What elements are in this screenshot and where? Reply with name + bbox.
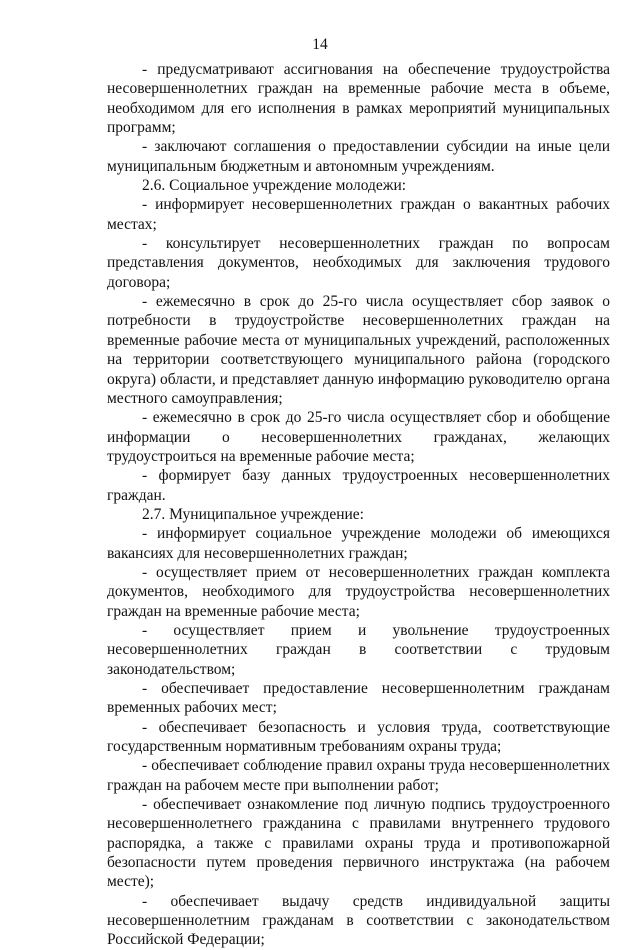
section-heading-2-7: 2.7. Муниципальное учреждение: — [142, 505, 364, 523]
paragraph-accepts-documents: - осуществляет прием от несовершеннолетних граждан комплекта документов, необходимого для трудоустройства несовершеннолетних граждан на временные рабочие места; — [107, 563, 610, 620]
section-heading-2-6: 2.6. Социальное учреждение молодежи: — [142, 177, 407, 195]
paragraph-safety-conditions: - обеспечивает безопасность и условия труда, соответствующие государственным нормативным требованиям охраны труда; — [107, 718, 610, 756]
paragraph-consults: - консультирует несовершеннолетних граждан по вопросам представления документов, необходимых для заключения трудового договора; — [107, 235, 610, 291]
paragraph-collects-information: - ежемесячно в срок до 25-го числа осуществляет сбор и обобщение информации о несовершеннолетних гражданах, желающих трудоустроиться на временные рабочие места; — [107, 409, 610, 465]
paragraph-protective-equipment: - обеспечивает выдачу средств индивидуальной защиты несовершеннолетним гражданам в соответствии с законодательством Российской Федерации; — [107, 892, 610, 949]
document-body — [107, 60, 610, 950]
paragraph-familiarization: - обеспечивает ознакомление под личную подпись трудоустроенного несовершеннолетнего гражданина с правилами внутреннего трудового распорядка, а также с правилами охраны труда и противопожарной безопасности путем проведения первичного инструктажа (на рабочем месте); — [107, 796, 610, 891]
paragraph-safety-rules: - обеспечивает соблюдение правил охраны труда несовершеннолетних граждан на рабочем месте при выполнении работ; — [107, 757, 610, 794]
paragraph-provides-workplaces: - обеспечивает предоставление несовершеннолетним гражданам временных рабочих мест; — [107, 680, 610, 717]
paragraph-informs-social-institution: - информирует социальное учреждение молодежи об имеющихся вакансиях для несовершеннолетних граждан; — [107, 525, 610, 562]
paragraph-subsidy-agreements: - заключают соглашения о предоставлении субсидии на иные цели муниципальным бюджетным и автономным учреждениям. — [107, 138, 610, 175]
paragraph-collects-applications: - ежемесячно в срок до 25-го числа осуществляет сбор заявок о потребности в трудоустройстве несовершеннолетних граждан на временные рабочие места от муниципальных учреждений, расположенных на территории соответствующего муниципального района (городского округа) области, и представляет данную информацию руководителю органа местного самоуправления; — [107, 293, 610, 407]
paragraph-budget-allocations: - предусматривают ассигнования на обеспечение трудоустройства несовершеннолетних граждан на временные рабочие места в объеме, необходимом для его исполнения в рамках мероприятий муниципальных программ; — [107, 61, 610, 137]
paragraph-forms-database: - формирует базу данных трудоустроенных несовершеннолетних граждан. — [107, 467, 610, 504]
page-number: 14 — [312, 36, 328, 53]
paragraph-informs-vacancies: - информирует несовершеннолетних граждан о вакантных рабочих местах; — [107, 196, 610, 233]
paragraph-hiring-dismissal: - осуществляет прием и увольнение трудоустроенных несовершеннолетних граждан в соответствии с трудовым законодательством; — [107, 621, 610, 678]
